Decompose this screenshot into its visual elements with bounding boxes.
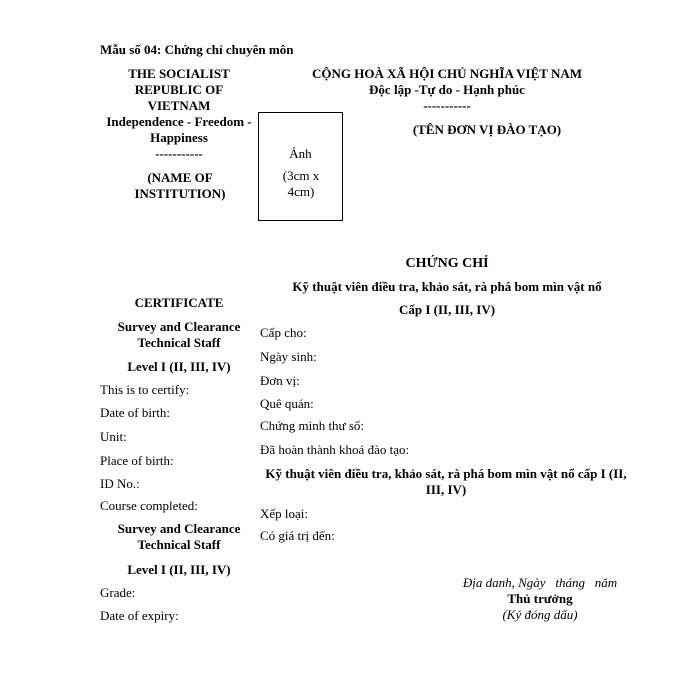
field-label-recipient-vn: Cấp cho:	[260, 325, 307, 340]
field-label-certify-en: This is to certify:	[100, 382, 190, 397]
certificate-title-en: CERTIFICATE	[134, 295, 224, 310]
field-label-pob-en: Place of birth:	[100, 453, 174, 468]
photo-size: (3cm x 4cm)	[282, 168, 320, 199]
certificate-level-vn: Cấp I (II, III, IV)	[398, 302, 496, 317]
course-level-en: Level I (II, III, IV)	[127, 562, 231, 577]
field-label-expiry-en: Date of expiry:	[100, 608, 179, 623]
course-name-vn: Kỹ thuật viên điều tra, khảo sát, rà phá bom mìn vật nổ cấp I (II, III, IV)	[265, 466, 627, 497]
country-name-en: THE SOCIALIST REPUBLIC OF VIETNAM	[128, 66, 230, 113]
field-label-id-en: ID No.:	[100, 476, 140, 491]
country-name-vn: CỘNG HOÀ XÃ HỘI CHỦ NGHĨA VIỆT NAM	[311, 66, 583, 81]
course-name-en: Survey and Clearance Technical Staff	[117, 521, 241, 552]
header-divider-vn: -----------	[423, 98, 471, 113]
field-label-course-vn: Đã hoàn thành khoá đào tạo:	[260, 442, 410, 457]
field-label-dob-en: Date of birth:	[100, 405, 171, 420]
motto-vn: Độc lập -Tự do - Hạnh phúc	[369, 82, 525, 97]
certificate-subtitle-en: Survey and Clearance Technical Staff	[117, 319, 241, 350]
signature-place-date: Địa danh, Ngày tháng năm	[462, 575, 618, 590]
field-label-grade-en: Grade:	[100, 585, 136, 600]
field-label-grade-vn: Xếp loại:	[260, 506, 309, 521]
certificate-level-en: Level I (II, III, IV)	[127, 359, 231, 374]
certificate-title-vn: CHỨNG CHỈ	[405, 256, 489, 271]
certificate-subtitle-vn: Kỹ thuật viên điều tra, khảo sát, rà phá bom mìn vật nổ	[292, 279, 602, 294]
field-label-id-vn: Chứng minh thư số:	[260, 418, 365, 433]
form-label: Mẫu số 04: Chứng chỉ chuyên môn	[100, 42, 294, 57]
photo-placeholder	[258, 112, 343, 221]
field-label-expiry-vn: Có giá trị đến:	[260, 528, 335, 543]
field-label-unit-vn: Đơn vị:	[260, 373, 300, 388]
signature-note: (Ký đóng dấu)	[502, 607, 578, 622]
field-label-unit-en: Unit:	[100, 429, 127, 444]
photo-label: Ảnh	[289, 146, 312, 161]
institution-name-en: (NAME OF INSTITUTION)	[134, 170, 226, 201]
header-divider-en: -----------	[155, 146, 203, 161]
institution-name-vn: (TÊN ĐƠN VỊ ĐÀO TẠO)	[412, 122, 562, 137]
field-label-course-en: Course completed:	[100, 498, 198, 513]
motto-en: Independence - Freedom - Happiness	[106, 114, 252, 145]
signature-title: Thủ trưởng	[507, 591, 573, 606]
field-label-hometown-vn: Quê quán:	[260, 396, 314, 411]
field-label-dob-vn: Ngày sinh:	[260, 349, 317, 364]
